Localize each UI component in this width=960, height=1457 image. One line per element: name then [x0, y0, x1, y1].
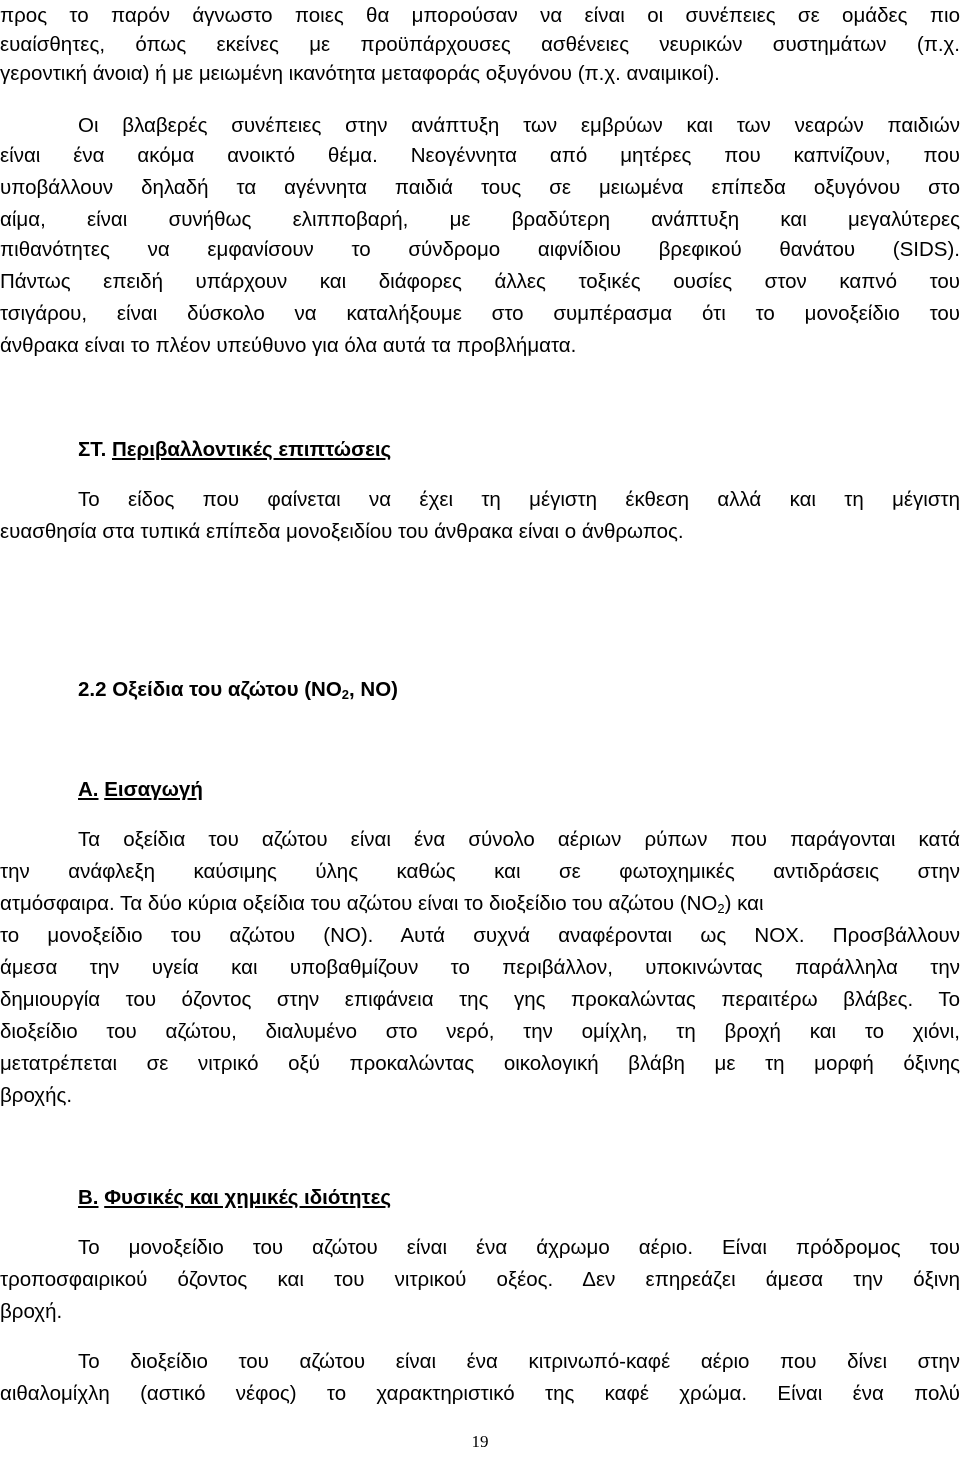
chapter-heading-prefix: 2.2 Οξείδια του αζώτου (NO: [78, 678, 342, 701]
paragraph-line: Το διοξείδιο του αζώτου είναι ένα κιτρινωπό-καφέ αέριο που δίνει στην: [78, 1350, 960, 1373]
paragraph-line: μετατρέπεται σε νιτρικό οξύ προκαλώντας οικολογική βλάβη με τη μορφή όξινης: [0, 1052, 960, 1075]
paragraph-line: βροχή.: [0, 1300, 63, 1323]
paragraph-line: άνθρακα είναι το πλέον υπεύθυνο για όλα αυτά τα προβλήματα.: [0, 334, 577, 357]
subscript: 2: [717, 901, 725, 916]
section-label: Β.: [78, 1186, 99, 1209]
paragraph-line: Το μονοξείδιο του αζώτου είναι ένα άχρωμο αέριο. Είναι πρόδρομος του: [78, 1236, 960, 1259]
paragraph-line: άμεσα την υγεία και υποβαθμίζουν το περιβάλλον, υποκινώντας παράλληλα την: [0, 956, 960, 979]
paragraph-line: βροχής.: [0, 1084, 73, 1107]
section-heading-st: [78, 434, 391, 466]
paragraph-line: Το είδος που φαίνεται να έχει τη μέγιστη έκθεση αλλά και τη μέγιστη: [78, 488, 960, 511]
paragraph-line: πιθανότητες να εμφανίσουν το σύνδρομο αιφνίδιου βρεφικού θανάτου (SIDS).: [0, 238, 960, 261]
paragraph-line: το μονοξείδιο του αζώτου (NO). Αυτά συχνά αναφέρονται ως NOX. Προσβάλλουν: [0, 924, 960, 947]
section-number: ΣΤ.: [78, 438, 107, 461]
paragraph-line: αίμα, είναι συνήθως ελιπποβαρή, με βραδύτερη ανάπτυξη και μεγαλύτερες: [0, 208, 960, 231]
paragraph-line: ευασθησία στα τυπικά επίπεδα μονοξειδίου του άνθρακα είναι ο άνθρωπος.: [0, 520, 684, 543]
paragraph-line: την ανάφλεξη καύσιμης ύλης καθώς και σε φωτοχημικές αντιδράσεις στην: [0, 860, 960, 883]
section-title: Φυσικές και χημικές ιδιότητες: [104, 1186, 392, 1209]
paragraph-line: τροποσφαιρικού όζοντος και του νιτρικού οξέος. Δεν επηρεάζει άμεσα την όξινη: [0, 1268, 960, 1291]
paragraph-line: τσιγάρου, είναι δύσκολο να καταλήξουμε στο συμπέρασμα ότι το μονοξείδιο του: [0, 302, 960, 325]
paragraph-line: Τα οξείδια του αζώτου είναι ένα σύνολο αέριων ρύπων που παράγονται κατά: [78, 828, 960, 851]
paragraph-line: είναι ένα ακόμα ανοικτό θέμα. Νεογέννητα από μητέρες που καπνίζουν, που: [0, 144, 960, 167]
page-number: 19: [471, 1432, 489, 1451]
section-heading-a: [78, 774, 203, 806]
paragraph-line: [0, 888, 960, 920]
paragraph-line: Πάντως επειδή υπάρχουν και διάφορες άλλες τοξικές ουσίες στον καπνό του: [0, 270, 960, 293]
paragraph-line: γεροντική άνοια) ή με μειωμένη ικανότητα μεταφοράς οξυγόνου (π.χ. αναιμικοί).: [0, 62, 720, 85]
chapter-heading-subscript: 2: [341, 687, 350, 702]
chapter-heading-suffix: , NO): [349, 678, 398, 701]
chapter-heading: [78, 674, 398, 706]
paragraph-line: αιθαλομίχλη (αστικό νέφος) το χαρακτηριστικό της καφέ χρώμα. Είναι ένα πολύ: [0, 1382, 960, 1405]
section-title: Εισαγωγή: [104, 778, 203, 801]
paragraph-line: δημιουργία του όζοντος στην επιφάνεια της γης προκαλώντας περαιτέρω βλάβες. Το: [0, 988, 960, 1011]
paragraph-line: υποβάλλουν δηλαδή τα αγέννητα παιδιά τους σε μειωμένα επίπεδα οξυγόνου στο: [0, 176, 960, 199]
paragraph-line: διοξείδιο του αζώτου, διαλυμένο στο νερό, την ομίχλη, τη βροχή και το χιόνι,: [0, 1020, 960, 1043]
paragraph-line: ευαίσθητες, όπως εκείνες με προϋπάρχουσες ασθένειες νευρικών συστημάτων (π.χ.: [0, 33, 960, 56]
section-label: Α.: [78, 778, 99, 801]
section-title: Περιβαλλοντικές επιπτώσεις: [111, 438, 392, 461]
paragraph-line: προς το παρόν άγνωστο ποιες θα μπορούσαν να είναι οι συνέπειες σε ομάδες πιο: [0, 4, 960, 27]
section-heading-b: [78, 1182, 391, 1214]
paragraph-line: Οι βλαβερές συνέπειες στην ανάπτυξη των εμβρύων και των νεαρών παιδιών: [78, 114, 960, 137]
paragraph-text: ατμόσφαιρα. Τα δύο κύρια οξείδια του αζώτου είναι το διοξείδιο του αζώτου (NO: [0, 892, 718, 915]
paragraph-text: ) και: [724, 892, 764, 915]
